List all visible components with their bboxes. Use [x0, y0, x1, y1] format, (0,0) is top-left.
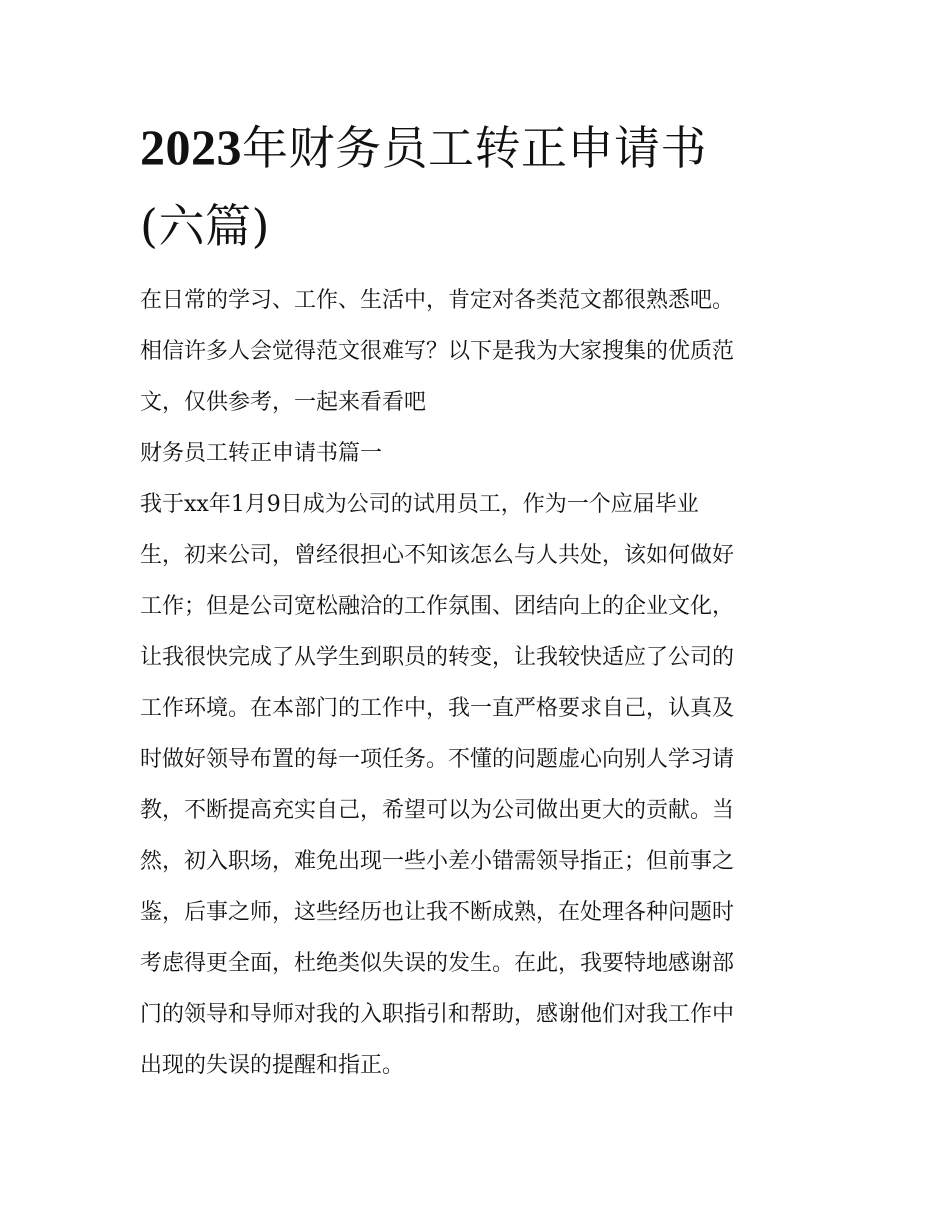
body-paragraph [140, 479, 820, 1091]
section-heading: 财务员工转正申请书篇一 [140, 441, 383, 466]
body-line: 门的领导和导师对我的入职指引和帮助，感谢他们对我工作中 [140, 1002, 735, 1027]
body-line: 出现的失误的提醒和指正。 [140, 1053, 405, 1078]
section-heading-paragraph [140, 428, 820, 479]
body-line: 生，初来公司，曾经很担心不知该怎么与人共处，该如何做好 [140, 543, 735, 568]
intro-line: 文，仅供参考，一起来看看吧 [140, 390, 427, 415]
body-line: 让我很快完成了从学生到职员的转变，让我较快适应了公司的 [140, 645, 735, 670]
intro-paragraph [140, 275, 820, 428]
body-line: 时做好领导布置的每一项任务。不懂的问题虚心向别人学习请 [140, 747, 735, 772]
body-line: 教，不断提高充实自己，希望可以为公司做出更大的贡献。当 [140, 798, 735, 823]
body-line: 工作环境。在本部门的工作中，我一直严格要求自己，认真及 [140, 696, 735, 721]
title-text-line1: 年财务员工转正申请书 [242, 121, 707, 175]
body-line: 工作；但是公司宽松融洽的工作氛围、团结向上的企业文化， [140, 594, 735, 619]
document-title [140, 108, 820, 265]
intro-line: 相信许多人会觉得范文很难写？以下是我为大家搜集的优质范 [140, 339, 735, 364]
body-line: 鉴，后事之师，这些经历也让我不断成熟，在处理各种问题时 [140, 900, 735, 925]
body-line: 考虑得更全面，杜绝类似失误的发生。在此，我要特地感谢部 [140, 951, 735, 976]
title-year: 2023 [140, 119, 242, 175]
document-body [140, 275, 820, 1091]
intro-line: 在日常的学习、工作、生活中，肯定对各类范文都很熟悉吧。 [140, 288, 735, 313]
title-text-line2: (六篇) [140, 199, 270, 253]
body-line: 然，初入职场，难免出现一些小差小错需领导指正；但前事之 [140, 849, 735, 874]
body-line: 我于xx年1月9日成为公司的试用员工，作为一个应届毕业 [140, 492, 699, 517]
